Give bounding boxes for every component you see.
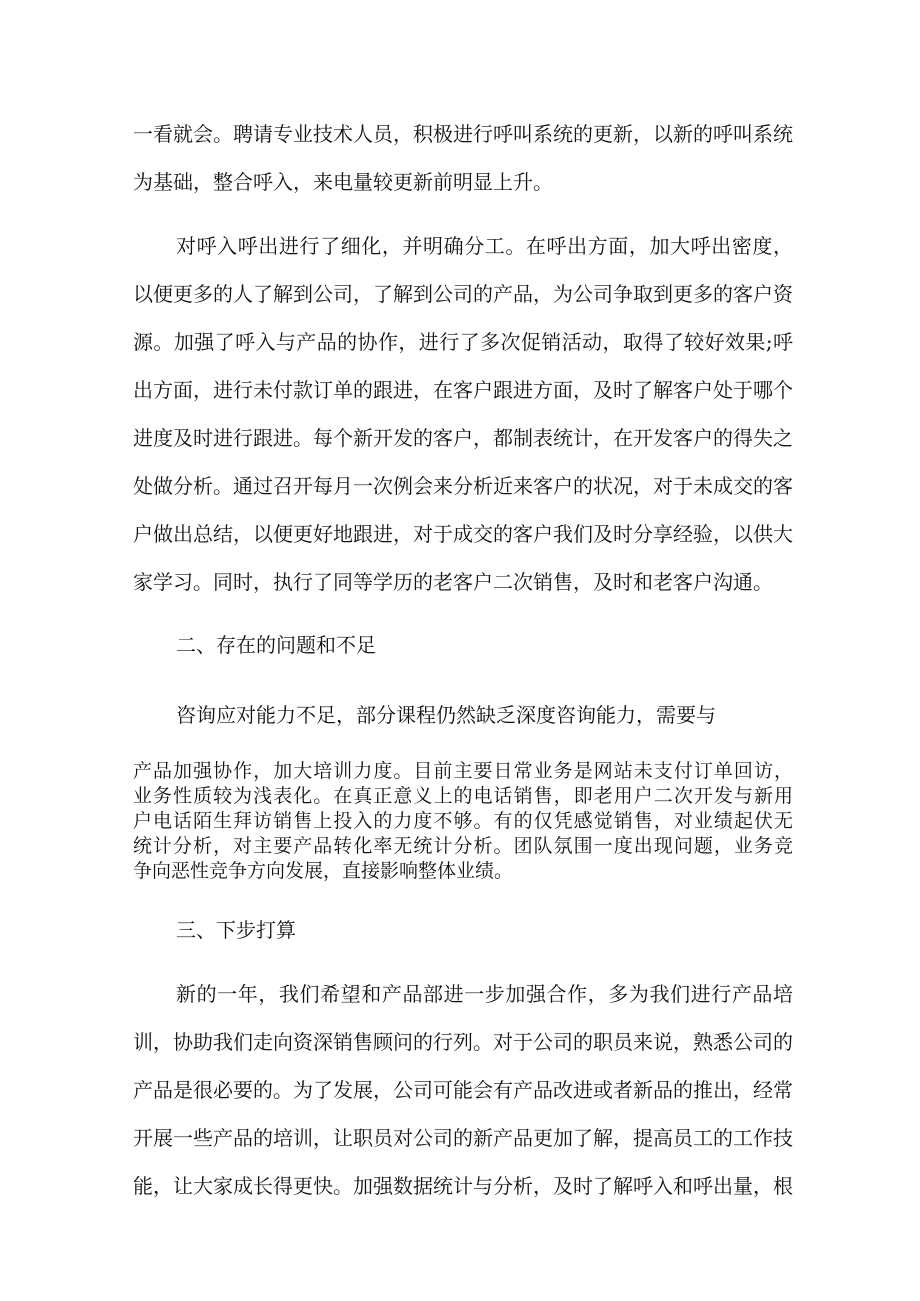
paragraph-line: 产品加强协作，加大培训力度。目前主要日常业务是网站未支付订单回访， (133, 760, 793, 782)
paragraph-line: 户做出总结，以便更好地跟进，对于成交的客户我们及时分享经验，以供大 (133, 522, 793, 546)
paragraph-line: 咨询应对能力不足，部分课程仍然缺乏深度咨询能力，需要与 (176, 703, 716, 727)
paragraph-line: 以便更多的人了解到公司，了解到公司的产品，为公司争取到更多的客户资 (133, 282, 793, 306)
paragraph-line: 为基础，整合呼入，来电量较更新前明显上升。 (133, 170, 553, 194)
section-heading: 三、下步打算 (176, 918, 296, 942)
paragraph-line: 对呼入呼出进行了细化，并明确分工。在呼出方面，加大呼出密度， (176, 234, 793, 258)
paragraph-line: 业务性质较为浅表化。在真正意义上的电话销售，即老用户二次开发与新用 (133, 785, 793, 807)
paragraph-line: 开展一些产品的培训，让职员对公司的新产品更加了解，提高员工的工作技 (133, 1126, 793, 1150)
paragraph-line: 新的一年，我们希望和产品部进一步加强合作，多为我们进行产品培 (176, 982, 793, 1006)
paragraph-line: 争向恶性竞争方向发展，直接影响整体业绩。 (133, 860, 514, 882)
paragraph-line: 产品是很必要的。为了发展，公司可能会有产品改进或者新品的推出，经常 (133, 1078, 793, 1102)
paragraph-line: 进度及时进行跟进。每个新开发的客户，都制表统计，在开发客户的得失之 (133, 426, 793, 450)
section-heading: 二、存在的问题和不足 (176, 633, 376, 657)
paragraph-line: 训，协助我们走向资深销售顾问的行列。对于公司的职员来说，熟悉公司的 (133, 1030, 793, 1054)
paragraph-line: 处做分析。通过召开每月一次例会来分析近来客户的状况，对于未成交的客 (133, 474, 793, 498)
paragraph-line: 一看就会。聘请专业技术人员，积极进行呼叫系统的更新，以新的呼叫系统 (133, 122, 793, 146)
paragraph-line: 能，让大家成长得更快。加强数据统计与分析，及时了解呼入和呼出量，根 (133, 1174, 793, 1198)
paragraph-line: 出方面，进行未付款订单的跟进，在客户跟进方面，及时了解客户处于哪个 (133, 378, 793, 402)
paragraph-line: 家学习。同时，执行了同等学历的老客户二次销售，及时和老客户沟通。 (133, 570, 773, 594)
paragraph-line: 统计分析，对主要产品转化率无统计分析。团队氛围一度出现问题，业务竞 (133, 835, 793, 857)
paragraph-line: 源。加强了呼入与产品的协作，进行了多次促销活动，取得了较好效果;呼 (133, 330, 793, 354)
paragraph-line: 户电话陌生拜访销售上投入的力度不够。有的仅凭感觉销售，对业绩起伏无 (133, 810, 793, 832)
